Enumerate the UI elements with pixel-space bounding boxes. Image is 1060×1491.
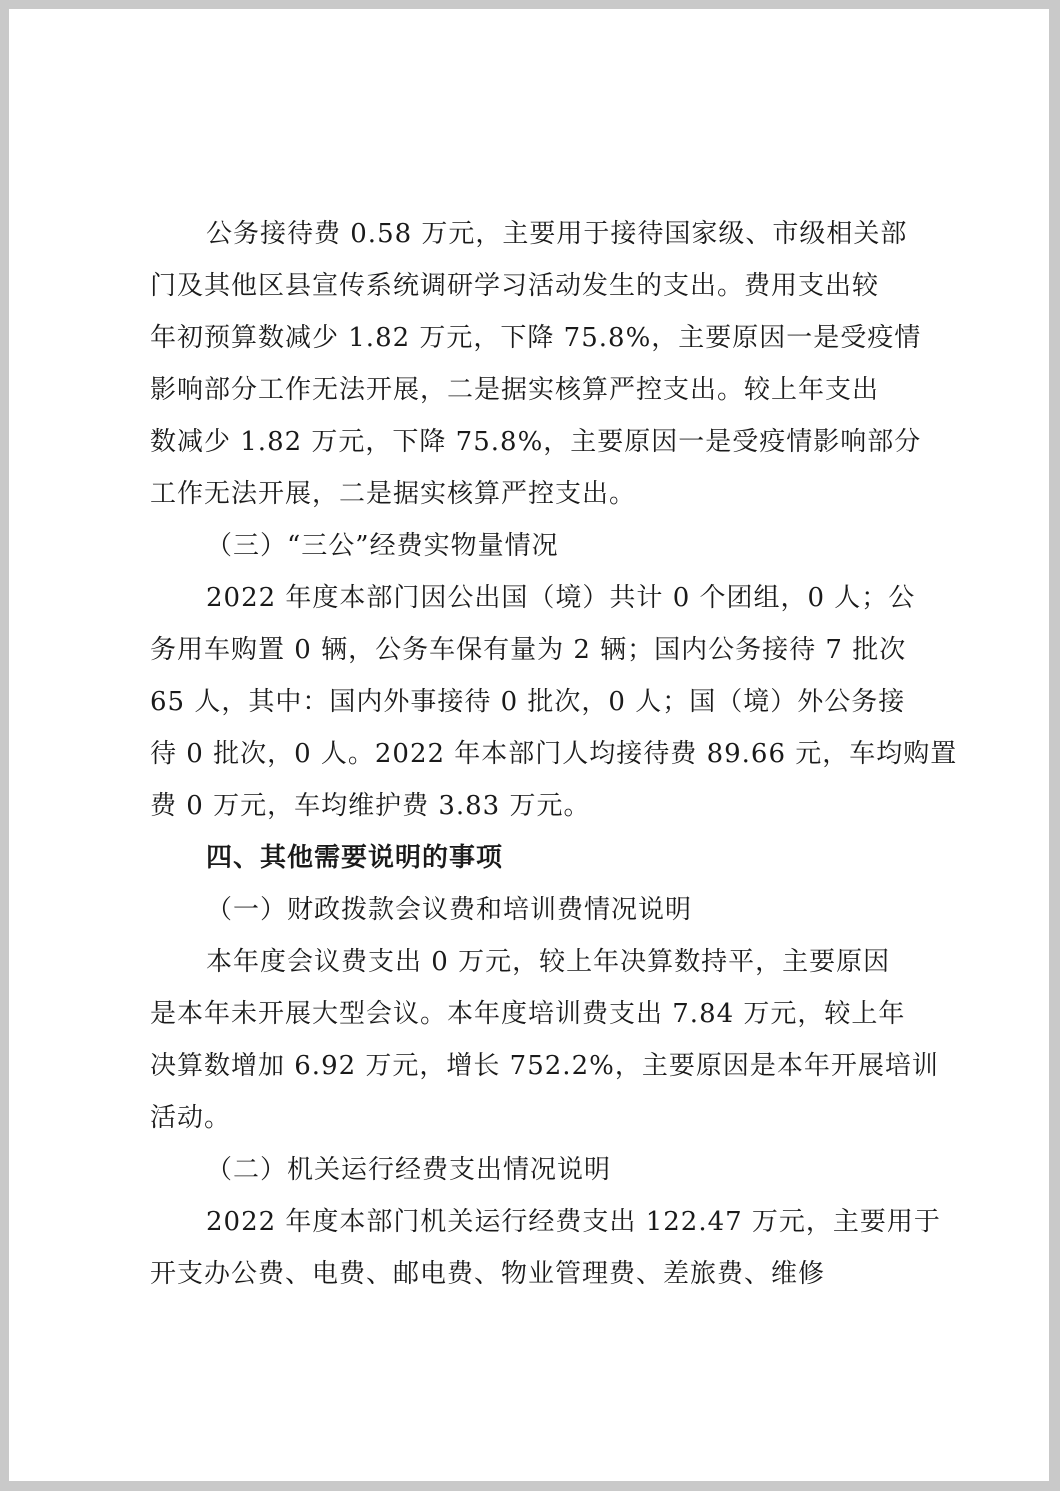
paragraph-line: 公务接待费 0.58 万元，主要用于接待国家级、市级相关部	[206, 219, 908, 249]
paragraph-line: 是本年未开展大型会议。本年度培训费支出 7.84 万元，较上年	[150, 999, 906, 1029]
paragraph-line: 待 0 批次，0 人。2022 年本部门人均接待费 89.66 元，车均购置	[150, 739, 958, 769]
paragraph-line: 开支办公费、电费、邮电费、物业管理费、差旅费、维修	[150, 1259, 826, 1289]
paragraph-line: 工作无法开展，二是据实核算严控支出。	[150, 479, 637, 509]
paragraph-line: 活动。	[150, 1103, 232, 1133]
chapter-heading: 四、其他需要说明的事项	[206, 843, 504, 873]
paragraph-line: 决算数增加 6.92 万元，增长 752.2%，主要原因是本年开展培训	[150, 1051, 939, 1081]
section-heading: （一）财政拨款会议费和培训费情况说明	[206, 895, 693, 925]
paragraph-line: 65 人，其中：国内外事接待 0 批次，0 人；国（境）外公务接	[150, 687, 906, 717]
paragraph-line: 费 0 万元，车均维护费 3.83 万元。	[150, 791, 591, 821]
paragraph-line: 2022 年度本部门因公出国（境）共计 0 个团组，0 人；公	[206, 583, 916, 613]
paragraph-line: 数减少 1.82 万元，下降 75.8%，主要原因一是受疫情影响部分	[150, 427, 922, 457]
paragraph-line: 年初预算数减少 1.82 万元，下降 75.8%，主要原因一是受疫情	[150, 323, 922, 353]
paragraph-line: 2022 年度本部门机关运行经费支出 122.47 万元，主要用于	[206, 1207, 941, 1237]
paragraph-line: 务用车购置 0 辆，公务车保有量为 2 辆；国内公务接待 7 批次	[150, 635, 907, 665]
section-heading: （二）机关运行经费支出情况说明	[206, 1155, 612, 1185]
paragraph-line: 本年度会议费支出 0 万元，较上年决算数持平，主要原因	[206, 947, 891, 977]
document-page	[9, 9, 1049, 1481]
section-heading: （三）“三公”经费实物量情况	[206, 531, 559, 561]
paragraph-line: 影响部分工作无法开展，二是据实核算严控支出。较上年支出	[150, 375, 880, 405]
paragraph-line: 门及其他区县宣传系统调研学习活动发生的支出。费用支出较	[150, 271, 880, 301]
